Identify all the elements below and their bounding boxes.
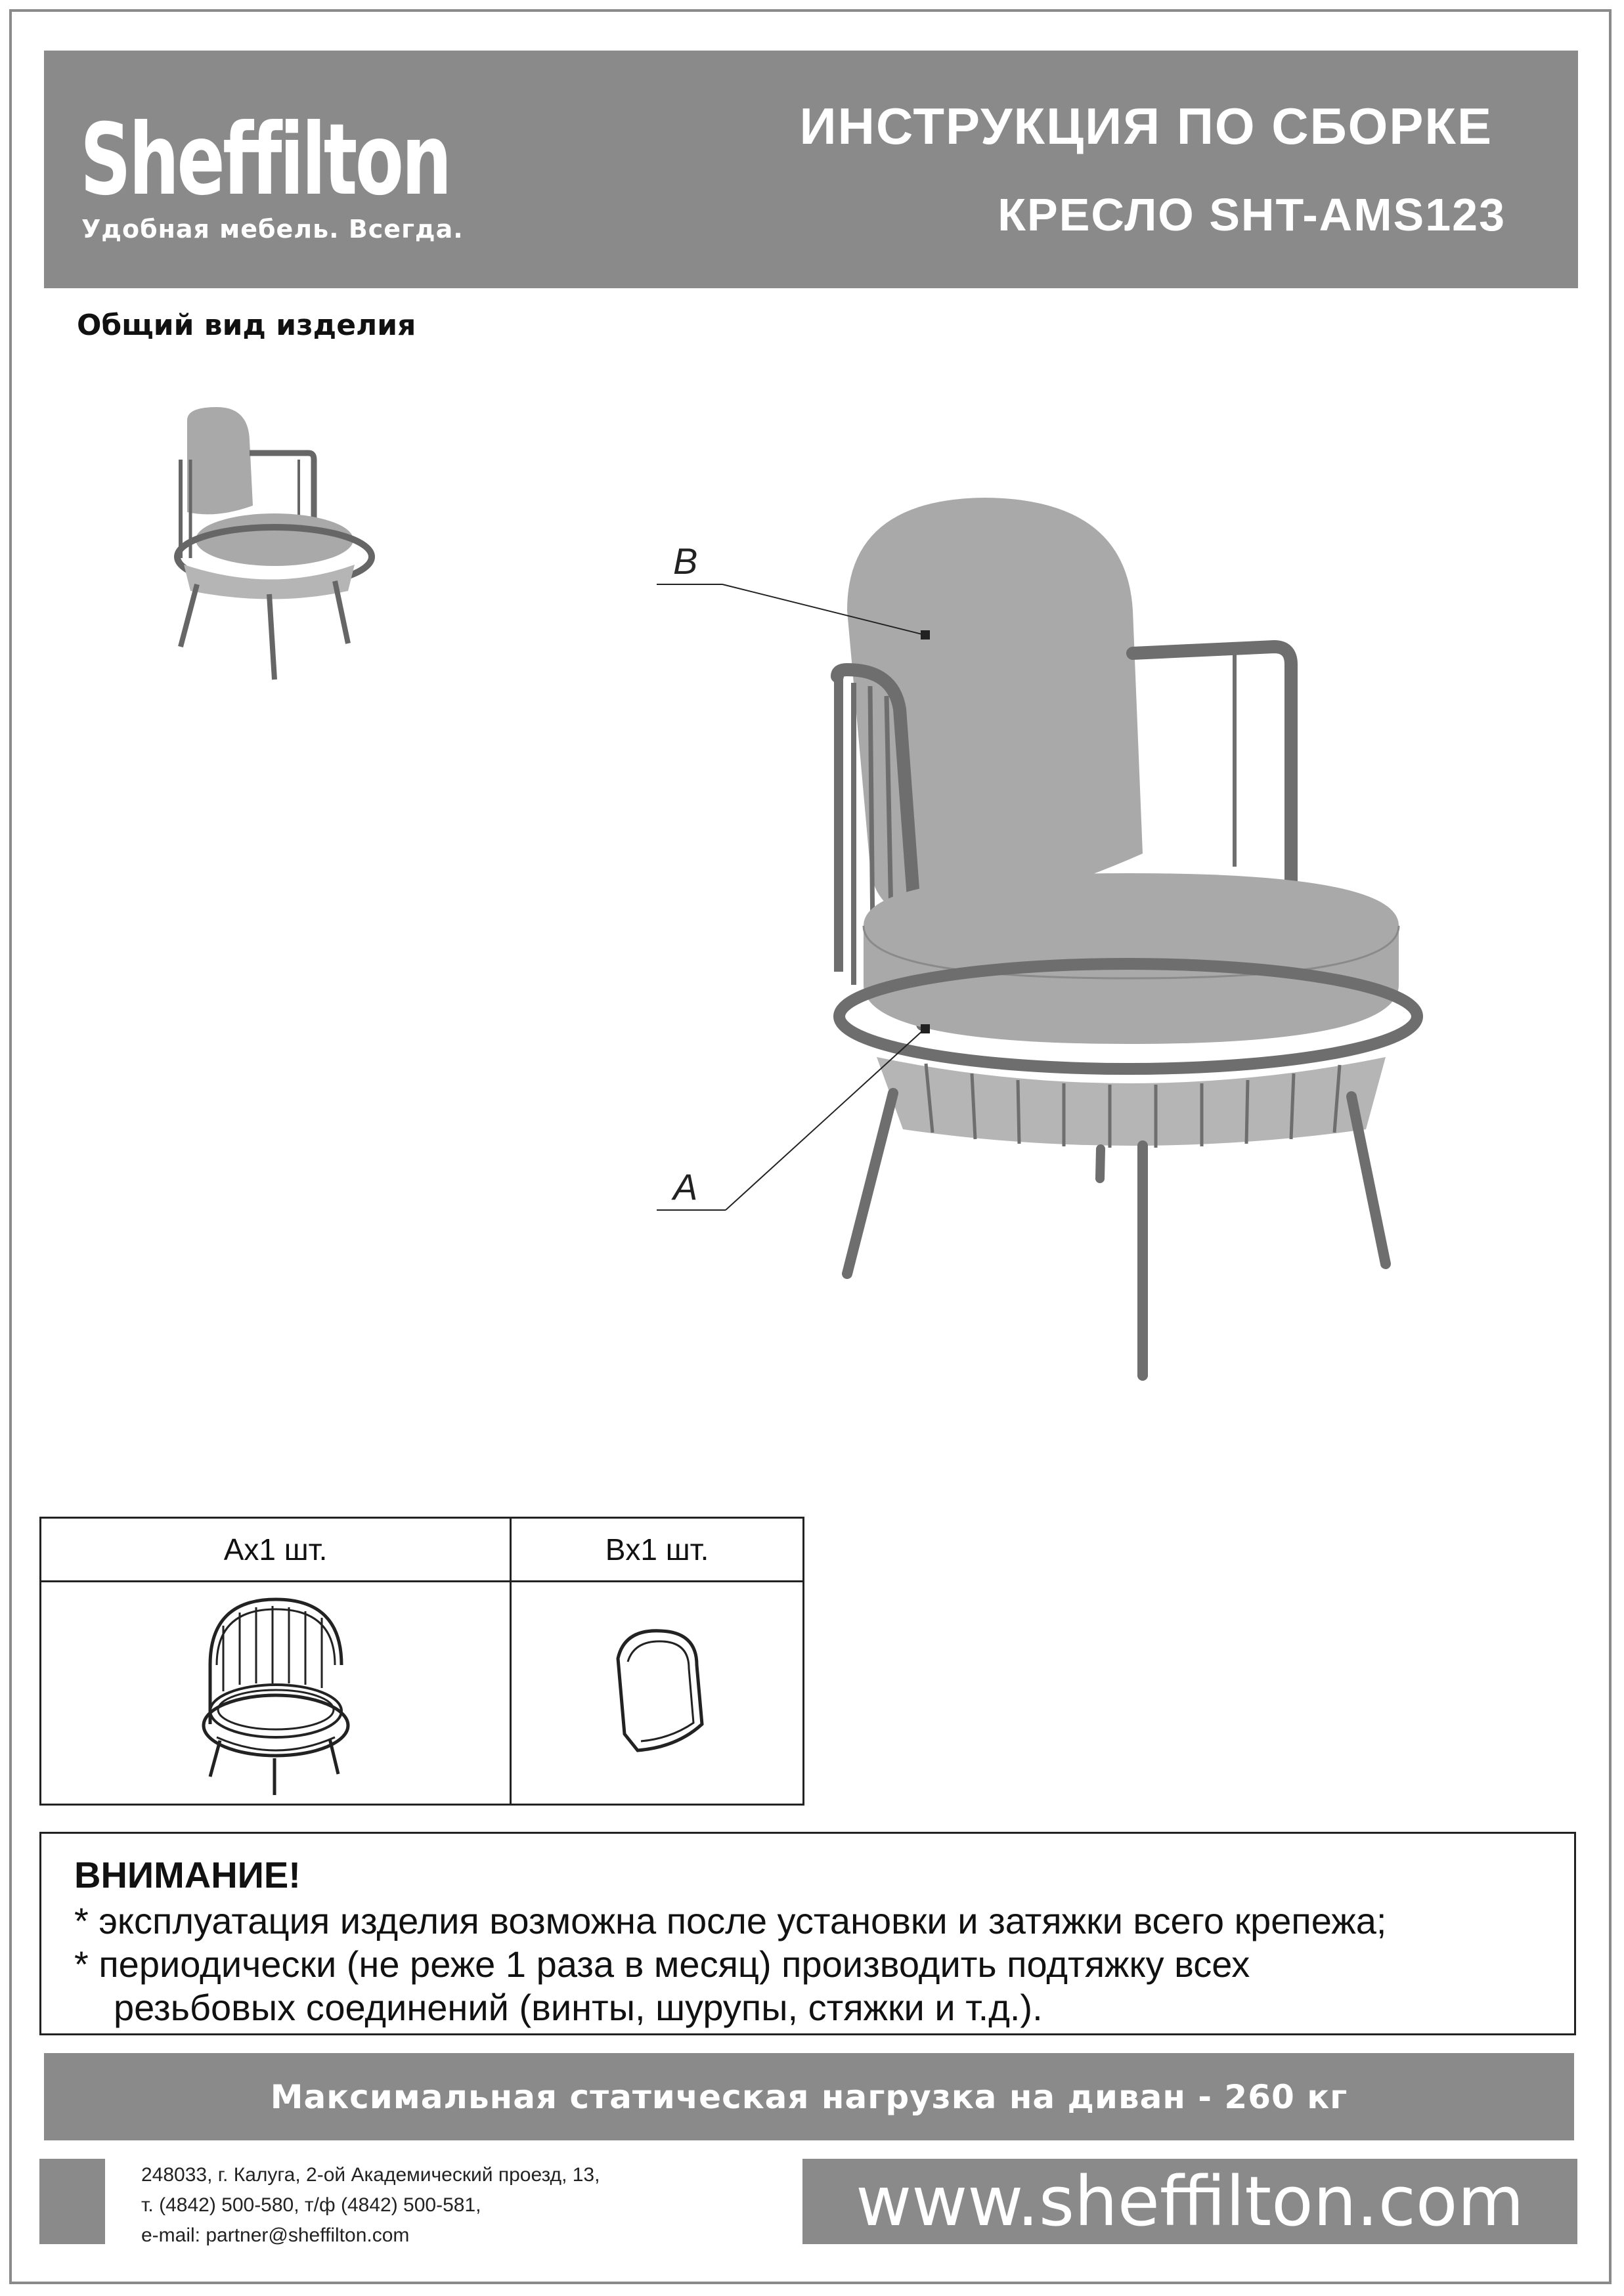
part-b-label: Bx1 шт. (511, 1518, 804, 1582)
warning-line-1: * эксплуатация изделия возможна после установки и затяжки всего крепежа; (74, 1900, 1387, 1941)
email-line[interactable]: e-mail: partner@sheffilton.com (141, 2224, 410, 2246)
chair-thumbnail-icon (177, 407, 372, 680)
warning-title: ВНИМАНИЕ! (74, 1854, 301, 1895)
part-a-label: Ax1 шт. (41, 1518, 511, 1582)
warning-box (39, 1832, 1576, 2035)
callout-b-label: B (673, 540, 698, 582)
back-cushion-icon (605, 1626, 710, 1757)
address-line: 248033, г. Калуга, 2-ой Академический проезд, 13, (141, 2164, 600, 2186)
chair-frame-icon (190, 1586, 361, 1796)
parts-table (39, 1517, 804, 1806)
contact-address (141, 2160, 600, 2251)
callout-a-label: A (673, 1166, 698, 1207)
warning-line-2: * периодически (не реже 1 раза в месяц) производить подтяжку всех (74, 1943, 1250, 1985)
phone-line: т. (4842) 500-580, т/ф (4842) 500-581, (141, 2194, 481, 2216)
max-load-banner: Максимальная статическая нагрузка на диван - 260 кг (44, 2053, 1574, 2140)
overview-title: Общий вид изделия (77, 309, 416, 342)
footer-marker (39, 2159, 105, 2244)
website-link[interactable]: www.sheffilton.com (802, 2159, 1577, 2244)
part-a-cell (41, 1582, 511, 1805)
warning-line-3: резьбовых соединений (винты, шурупы, стяжки и т.д.). (114, 1987, 1043, 2028)
brand-slogan: Удобная мебель. Всегда. (81, 215, 464, 244)
chair-main-icon (837, 498, 1417, 1375)
part-b-cell (511, 1582, 804, 1805)
brand-logo: Sheffilton (80, 103, 450, 217)
document-title: ИНСТРУКЦИЯ ПО СБОРКЕ (799, 97, 1493, 155)
product-name: КРЕСЛО SHT-AMS123 (998, 189, 1506, 240)
